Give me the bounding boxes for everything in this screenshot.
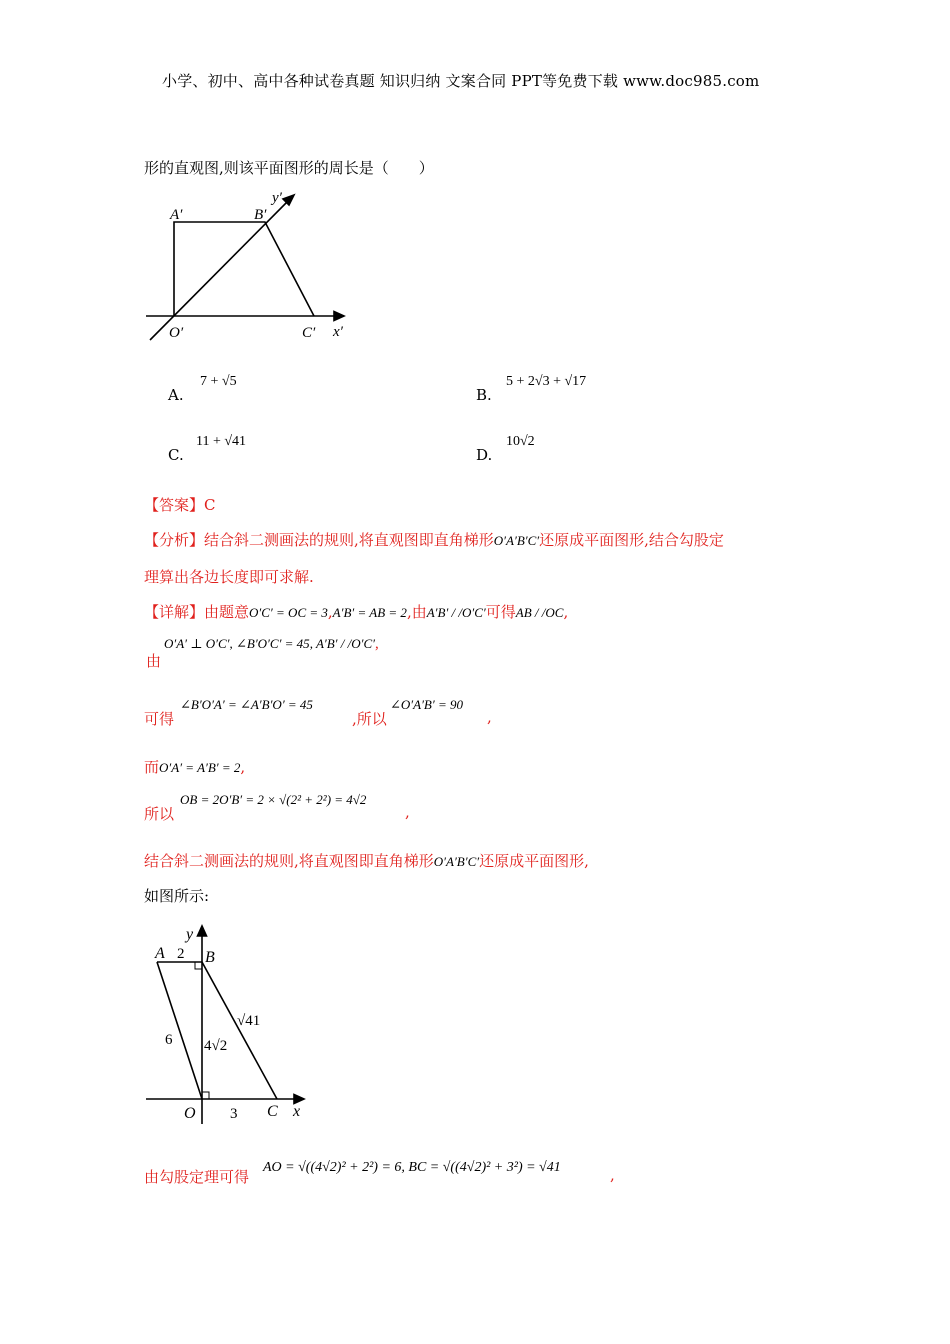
analysis-math-1: O′A′B′C′ [493, 533, 540, 548]
detail-text: , [563, 603, 569, 621]
trapezoid-outline [174, 222, 314, 316]
option-c-value: 11 + √41 [196, 434, 247, 449]
length-OC: 3 [230, 1106, 238, 1122]
right-angle-mark-O [202, 1092, 209, 1099]
option-b-value: 5 + 2√3 + √17 [506, 374, 587, 389]
detail-text: 而 [144, 758, 160, 776]
detail-line-3-c: , [487, 708, 492, 726]
detail-line-2-prefix: 由 [146, 652, 162, 670]
option-d-letter: D. [476, 446, 493, 464]
segment-AO [157, 962, 202, 1099]
option-b-letter: B. [476, 386, 492, 404]
detail-math: AB / /OC [515, 605, 564, 620]
analysis-label: 【分析】 [144, 531, 205, 549]
detail-line-8-b: , [610, 1166, 615, 1184]
detail-text: 由题意 [204, 603, 250, 621]
length-OB: 4√2 [204, 1038, 228, 1054]
detail-label: 【详解】 [144, 603, 205, 621]
length-AO: 6 [165, 1032, 173, 1048]
detail-line-6 [144, 850, 589, 871]
detail-text: , [240, 758, 246, 776]
detail-line-3-a: 可得 [144, 710, 175, 728]
detail-math: O′A′B′C′ [433, 854, 480, 869]
detail-line-1 [144, 601, 568, 622]
option-a-value: 7 + √5 [200, 374, 237, 389]
label-B: B [205, 949, 215, 966]
plane-figure [140, 922, 320, 1132]
detail-math: A′B′ = AB = 2 [332, 605, 407, 620]
detail-math: A′B′ / /O′C′ [426, 605, 486, 620]
length-AB: 2 [177, 946, 185, 962]
detail-line-3-b: ,所以 [352, 710, 387, 728]
detail-math: O′A′ ⊥ O′C′, ∠B′O′C′ = 45 [164, 636, 310, 651]
detail-math: , A′B′ / /O′C′ [309, 636, 375, 651]
page-header: 小学、初中、高中各种试卷真题 知识归纳 文案合同 PPT等免费下载 www.doc985.com [162, 72, 760, 90]
option-c-letter: C. [168, 446, 184, 464]
detail-text: ,由 [406, 603, 427, 621]
detail-line-4 [144, 756, 245, 777]
detail-line-5-b: , [405, 803, 410, 821]
detail-line-5-a: 所以 [144, 805, 175, 823]
y-axis-arrow [198, 926, 207, 936]
detail-line-5-math: OB = 2O′B′ = 2 × √(2² + 2²) = 4√2 [180, 792, 367, 807]
label-A: A [155, 945, 165, 962]
detail-text: 可得 [485, 603, 516, 621]
answer-value: C [204, 496, 216, 514]
detail-text: 结合斜二测画法的规则,将直观图即直角梯形 [144, 852, 434, 870]
detail-line-8-a: 由勾股定理可得 [144, 1168, 250, 1186]
label-x-prime: x′ [333, 324, 343, 340]
label-C-prime: C′ [302, 325, 316, 341]
option-a-letter: A. [168, 386, 184, 404]
detail-text: , [327, 603, 333, 621]
x-axis-arrow [334, 312, 344, 321]
detail-math: O′C′ = OC = 3 [249, 605, 328, 620]
label-x: x [293, 1103, 301, 1120]
label-A-prime: A′ [170, 207, 183, 223]
detail-line-8-math: AO = √((4√2)² + 2²) = 6, BC = √((4√2)² + 3²) = √41 [263, 1160, 561, 1175]
label-y: y [186, 926, 194, 943]
answer-label: 【答案】 [144, 496, 205, 514]
question-stem: 形的直观图,则该平面图形的周长是（ ） [144, 159, 434, 177]
right-angle-mark-B [195, 962, 202, 969]
detail-text: 还原成平面图形, [479, 852, 589, 870]
label-O-prime: O′ [169, 325, 184, 341]
detail-line-3-math-2: ∠O′A′B′ = 90 [390, 697, 463, 712]
label-O: O [184, 1105, 196, 1122]
label-B-prime: B′ [254, 207, 267, 223]
length-BC: √41 [237, 1013, 261, 1029]
analysis-text-1a: 结合斜二测画法的规则,将直观图即直角梯形 [204, 531, 494, 549]
detail-line-3-math-1: ∠B′O′A′ = ∠A′B′O′ = 45 [180, 697, 313, 712]
answer-line [144, 494, 216, 515]
detail-math: O′A′ = A′B′ = 2 [159, 760, 241, 775]
label-C: C [267, 1103, 278, 1120]
detail-text: , [375, 636, 379, 652]
detail-line-2-math [164, 636, 379, 653]
segment-BC [202, 962, 277, 1099]
analysis-line-2: 理算出各边长度即可求解. [144, 568, 314, 586]
analysis-text-1b: 还原成平面图形,结合勾股定 [539, 531, 724, 549]
label-y-prime: y′ [272, 190, 282, 206]
detail-line-7: 如图所示: [144, 887, 210, 905]
analysis-line-1 [144, 529, 724, 550]
oblique-figure [140, 182, 360, 347]
option-d-value: 10√2 [506, 434, 535, 449]
